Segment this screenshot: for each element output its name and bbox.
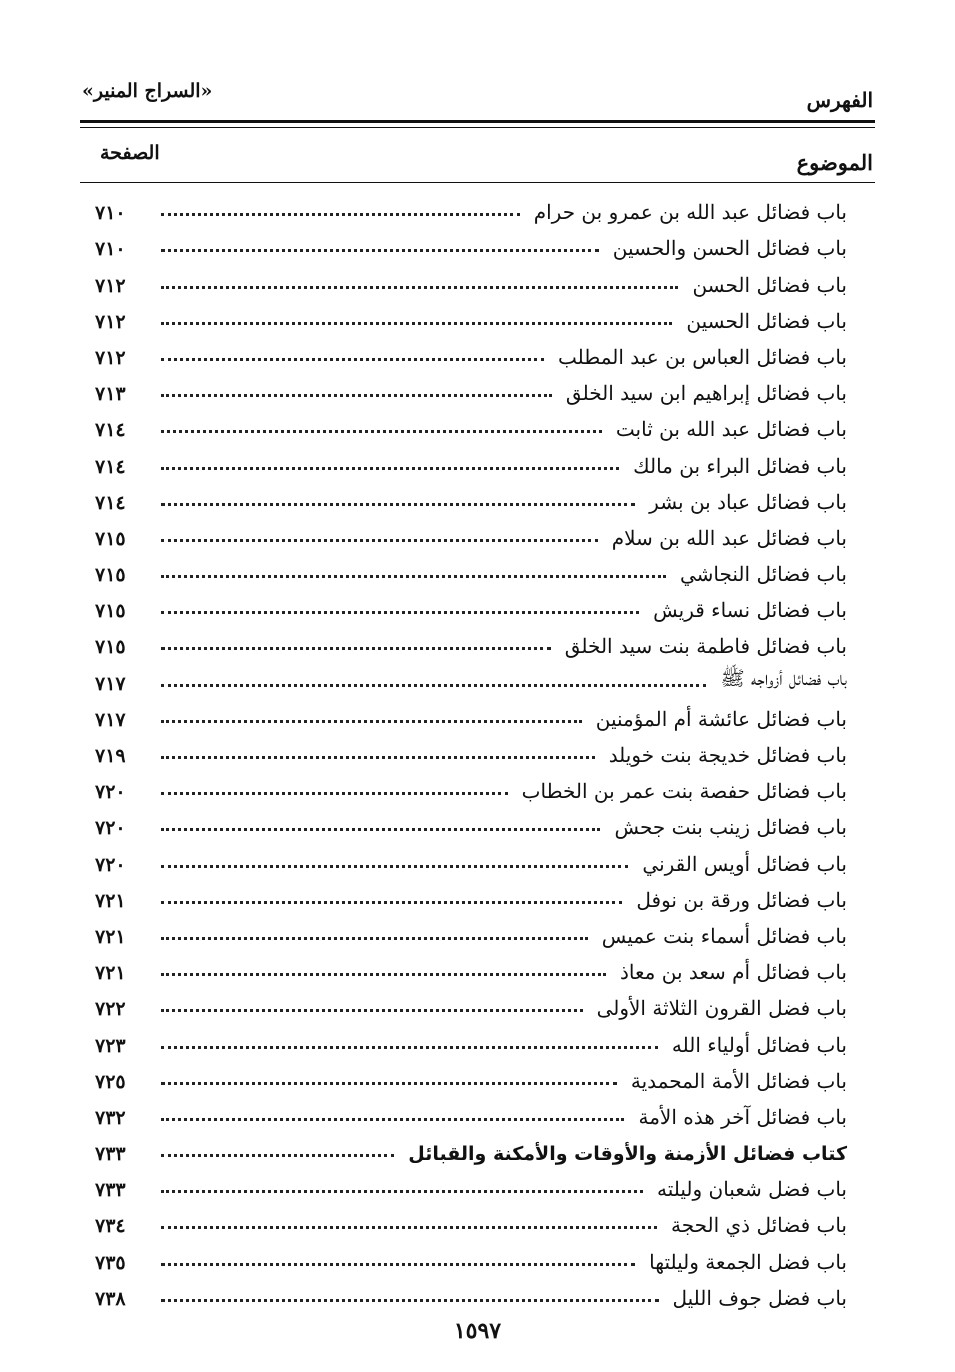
toc-entry-title: باب فضائل عبد الله بن سلام xyxy=(611,525,847,550)
toc-entry xyxy=(95,405,847,441)
toc-entry-page: ٧٣٨ xyxy=(95,1287,126,1310)
toc-entry-title: باب فضائل عباد بن بشر xyxy=(649,489,847,514)
toc-entry-title: باب فضائل عبد الله بن عمرو بن حرام xyxy=(533,200,847,225)
toc-entry xyxy=(95,550,847,586)
toc-entry-page: ٧٣٣ xyxy=(95,1179,126,1202)
toc-entry-title: باب فضائل ورقة بن نوفل xyxy=(636,887,847,912)
toc-entry-title: باب فضائل عائشة أم المؤمنين xyxy=(595,706,847,731)
toc-entry-title: باب فضائل حفصة بنت عمر بن الخطاب xyxy=(521,779,847,804)
toc-entry xyxy=(95,1237,847,1273)
toc-entry-title: باب فضائل الحسن والحسين xyxy=(612,236,847,261)
toc-entry xyxy=(95,1093,847,1129)
dot-leader xyxy=(161,1263,635,1266)
toc-entry-title: باب فضائل نساء قريش xyxy=(653,598,847,623)
toc-entry-title: باب فضائل عبد الله بن ثابت xyxy=(615,417,847,442)
toc-entry-page: ٧٢١ xyxy=(95,962,126,985)
header-rule-thick xyxy=(80,120,875,123)
toc-entry xyxy=(95,1165,847,1201)
toc-entry xyxy=(95,622,847,658)
toc-entry-page: ٧٢٥ xyxy=(95,1070,126,1093)
toc-entry xyxy=(95,695,847,731)
dot-leader xyxy=(161,286,678,289)
toc-entry xyxy=(95,260,847,296)
dot-leader xyxy=(161,720,582,723)
dot-leader xyxy=(161,503,635,506)
toc-entry-page: ٧١٣ xyxy=(95,383,126,406)
toc-entry-page: ٧١٠ xyxy=(95,238,126,261)
toc-entry-page: ٧١٢ xyxy=(95,346,126,369)
toc-entry-title: كتاب فضائل الأزمنة والأوقات والأمكنة والقبائل xyxy=(408,1143,847,1166)
dot-leader xyxy=(161,865,628,868)
toc-entry xyxy=(95,1020,847,1056)
toc-entry-title: باب فضائل ذي الحجة xyxy=(670,1213,847,1238)
toc-entry xyxy=(95,333,847,369)
toc-entry-title: باب فضائل آخر هذه الأمة xyxy=(638,1104,847,1129)
toc-entry-page: ٧٢٣ xyxy=(95,1034,126,1057)
toc-entry-page: ٧٢٢ xyxy=(95,998,126,1021)
toc-entry-page: ٧١٠ xyxy=(95,202,126,225)
toc-entry-title: باب فضل الجمعة وليلتها xyxy=(649,1249,847,1274)
dot-leader xyxy=(161,828,600,831)
toc-entry-page: ٧٢٠ xyxy=(95,853,126,876)
table-of-contents xyxy=(95,188,847,1310)
toc-entry-title: باب فضل جوف الليل xyxy=(672,1285,847,1310)
toc-entry-title: باب فضائل خديجة بنت خويلد xyxy=(608,743,847,767)
toc-entry xyxy=(95,224,847,260)
dot-leader xyxy=(161,1226,657,1229)
dot-leader xyxy=(161,467,619,470)
toc-entry-page: ٧٢٠ xyxy=(95,781,126,804)
toc-entry xyxy=(95,948,847,984)
toc-entry-page: ٧١٥ xyxy=(95,636,126,659)
toc-entry-page: ٧١٥ xyxy=(95,600,126,623)
dot-leader xyxy=(161,1046,658,1049)
dot-leader xyxy=(161,430,602,433)
toc-entry-page: ٧١٧ xyxy=(95,672,126,695)
toc-entry-title: باب فضائل زينب بنت جحش xyxy=(614,815,847,840)
toc-entry xyxy=(95,1057,847,1093)
toc-entry-page: ٧٣٤ xyxy=(95,1215,126,1238)
toc-entry-title: باب فضائل أويس القرني xyxy=(642,851,847,876)
toc-entry-page: ٧١٥ xyxy=(95,527,126,550)
toc-entry xyxy=(95,912,847,948)
toc-entry xyxy=(95,369,847,405)
toc-entry xyxy=(95,188,847,224)
dot-leader xyxy=(161,213,520,216)
dot-leader xyxy=(161,684,706,687)
toc-entry-title: باب فضائل الحسن xyxy=(692,272,847,297)
toc-entry-title: باب فضائل أزواجه ﷺ xyxy=(720,665,847,690)
dot-leader xyxy=(161,937,588,940)
toc-entry xyxy=(95,803,847,839)
toc-entry-title: باب فضائل إبراهيم ابن سيد الخلق xyxy=(565,381,847,406)
toc-entry xyxy=(95,839,847,875)
dot-leader xyxy=(161,792,508,795)
toc-entry-page: ٧٣٣ xyxy=(95,1143,126,1166)
toc-entry xyxy=(95,984,847,1020)
dot-leader xyxy=(161,1009,583,1012)
toc-entry-title: باب فضائل فاطمة بنت سيد الخلق xyxy=(564,634,847,659)
dot-leader xyxy=(161,1082,617,1085)
toc-entry-title: باب فضائل أم سعد بن معاذ xyxy=(620,960,847,985)
toc-entry-page: ٧١٢ xyxy=(95,274,126,297)
toc-entry-title: باب فضائل الحسين xyxy=(686,308,847,333)
dot-leader xyxy=(161,1299,659,1302)
toc-entry-title: باب فضائل أسماء بنت عميس xyxy=(601,923,847,948)
toc-entry xyxy=(95,514,847,550)
toc-entry xyxy=(95,767,847,803)
dot-leader xyxy=(161,1154,394,1157)
toc-entry xyxy=(95,586,847,622)
toc-entry-page: ٧١٧ xyxy=(95,708,126,731)
toc-entry xyxy=(95,441,847,477)
toc-entry-title: باب فضائل أولياء الله xyxy=(671,1032,847,1057)
toc-entry xyxy=(95,731,847,767)
toc-entry-page: ٧١٩ xyxy=(95,745,126,767)
dot-leader xyxy=(161,249,599,252)
dot-leader xyxy=(161,575,666,578)
toc-entry-title: باب فضائل النجاشي xyxy=(679,562,847,587)
section-title: الفهرس xyxy=(806,88,873,112)
toc-entry xyxy=(95,1274,847,1310)
toc-entry xyxy=(95,1129,847,1165)
dot-leader xyxy=(161,973,606,976)
dot-leader xyxy=(161,394,552,397)
dot-leader xyxy=(161,756,595,759)
toc-entry xyxy=(95,478,847,514)
dot-leader xyxy=(161,1118,624,1121)
dot-leader xyxy=(161,322,672,325)
toc-entry-page: ٧١٥ xyxy=(95,564,126,587)
toc-entry-title: باب فضل القرون الثلاثة الأولى xyxy=(596,996,847,1021)
toc-entry-page: ٧٢٠ xyxy=(95,817,126,840)
toc-entry-page: ٧١٤ xyxy=(95,455,126,478)
toc-entry-title: باب فضائل الأمة المحمدية xyxy=(630,1068,847,1093)
toc-entry-title: باب فضائل العباس بن عبد المطلب xyxy=(558,344,847,369)
toc-entry xyxy=(95,876,847,912)
dot-leader xyxy=(161,358,544,361)
toc-entry-title: باب فضل شعبان وليلته xyxy=(657,1177,847,1202)
column-header-page: الصفحة xyxy=(100,142,160,164)
page-number: ١٥٩٧ xyxy=(453,1318,502,1344)
toc-entry xyxy=(95,658,847,694)
toc-entry-page: ٧١٢ xyxy=(95,310,126,333)
toc-entry-page: ٧٢١ xyxy=(95,889,126,912)
column-header-topic: الموضوع xyxy=(796,150,873,175)
toc-entry-page: ٧٣٥ xyxy=(95,1251,126,1274)
dot-leader xyxy=(161,539,598,542)
column-header-rule xyxy=(80,182,875,183)
toc-entry-title: باب فضائل البراء بن مالك xyxy=(633,453,847,478)
toc-entry xyxy=(95,297,847,333)
dot-leader xyxy=(161,1190,643,1193)
toc-entry-page: ٧٣٢ xyxy=(95,1106,126,1129)
toc-entry-page: ٧١٤ xyxy=(95,491,126,514)
toc-entry xyxy=(95,1201,847,1237)
toc-entry-page: ٧١٤ xyxy=(95,419,126,442)
header-rule-thin xyxy=(80,127,875,128)
book-title: «السراج المنير» xyxy=(82,80,213,102)
toc-entry-page: ٧٢١ xyxy=(95,925,126,948)
dot-leader xyxy=(161,901,622,904)
dot-leader xyxy=(161,611,639,614)
dot-leader xyxy=(161,647,551,650)
